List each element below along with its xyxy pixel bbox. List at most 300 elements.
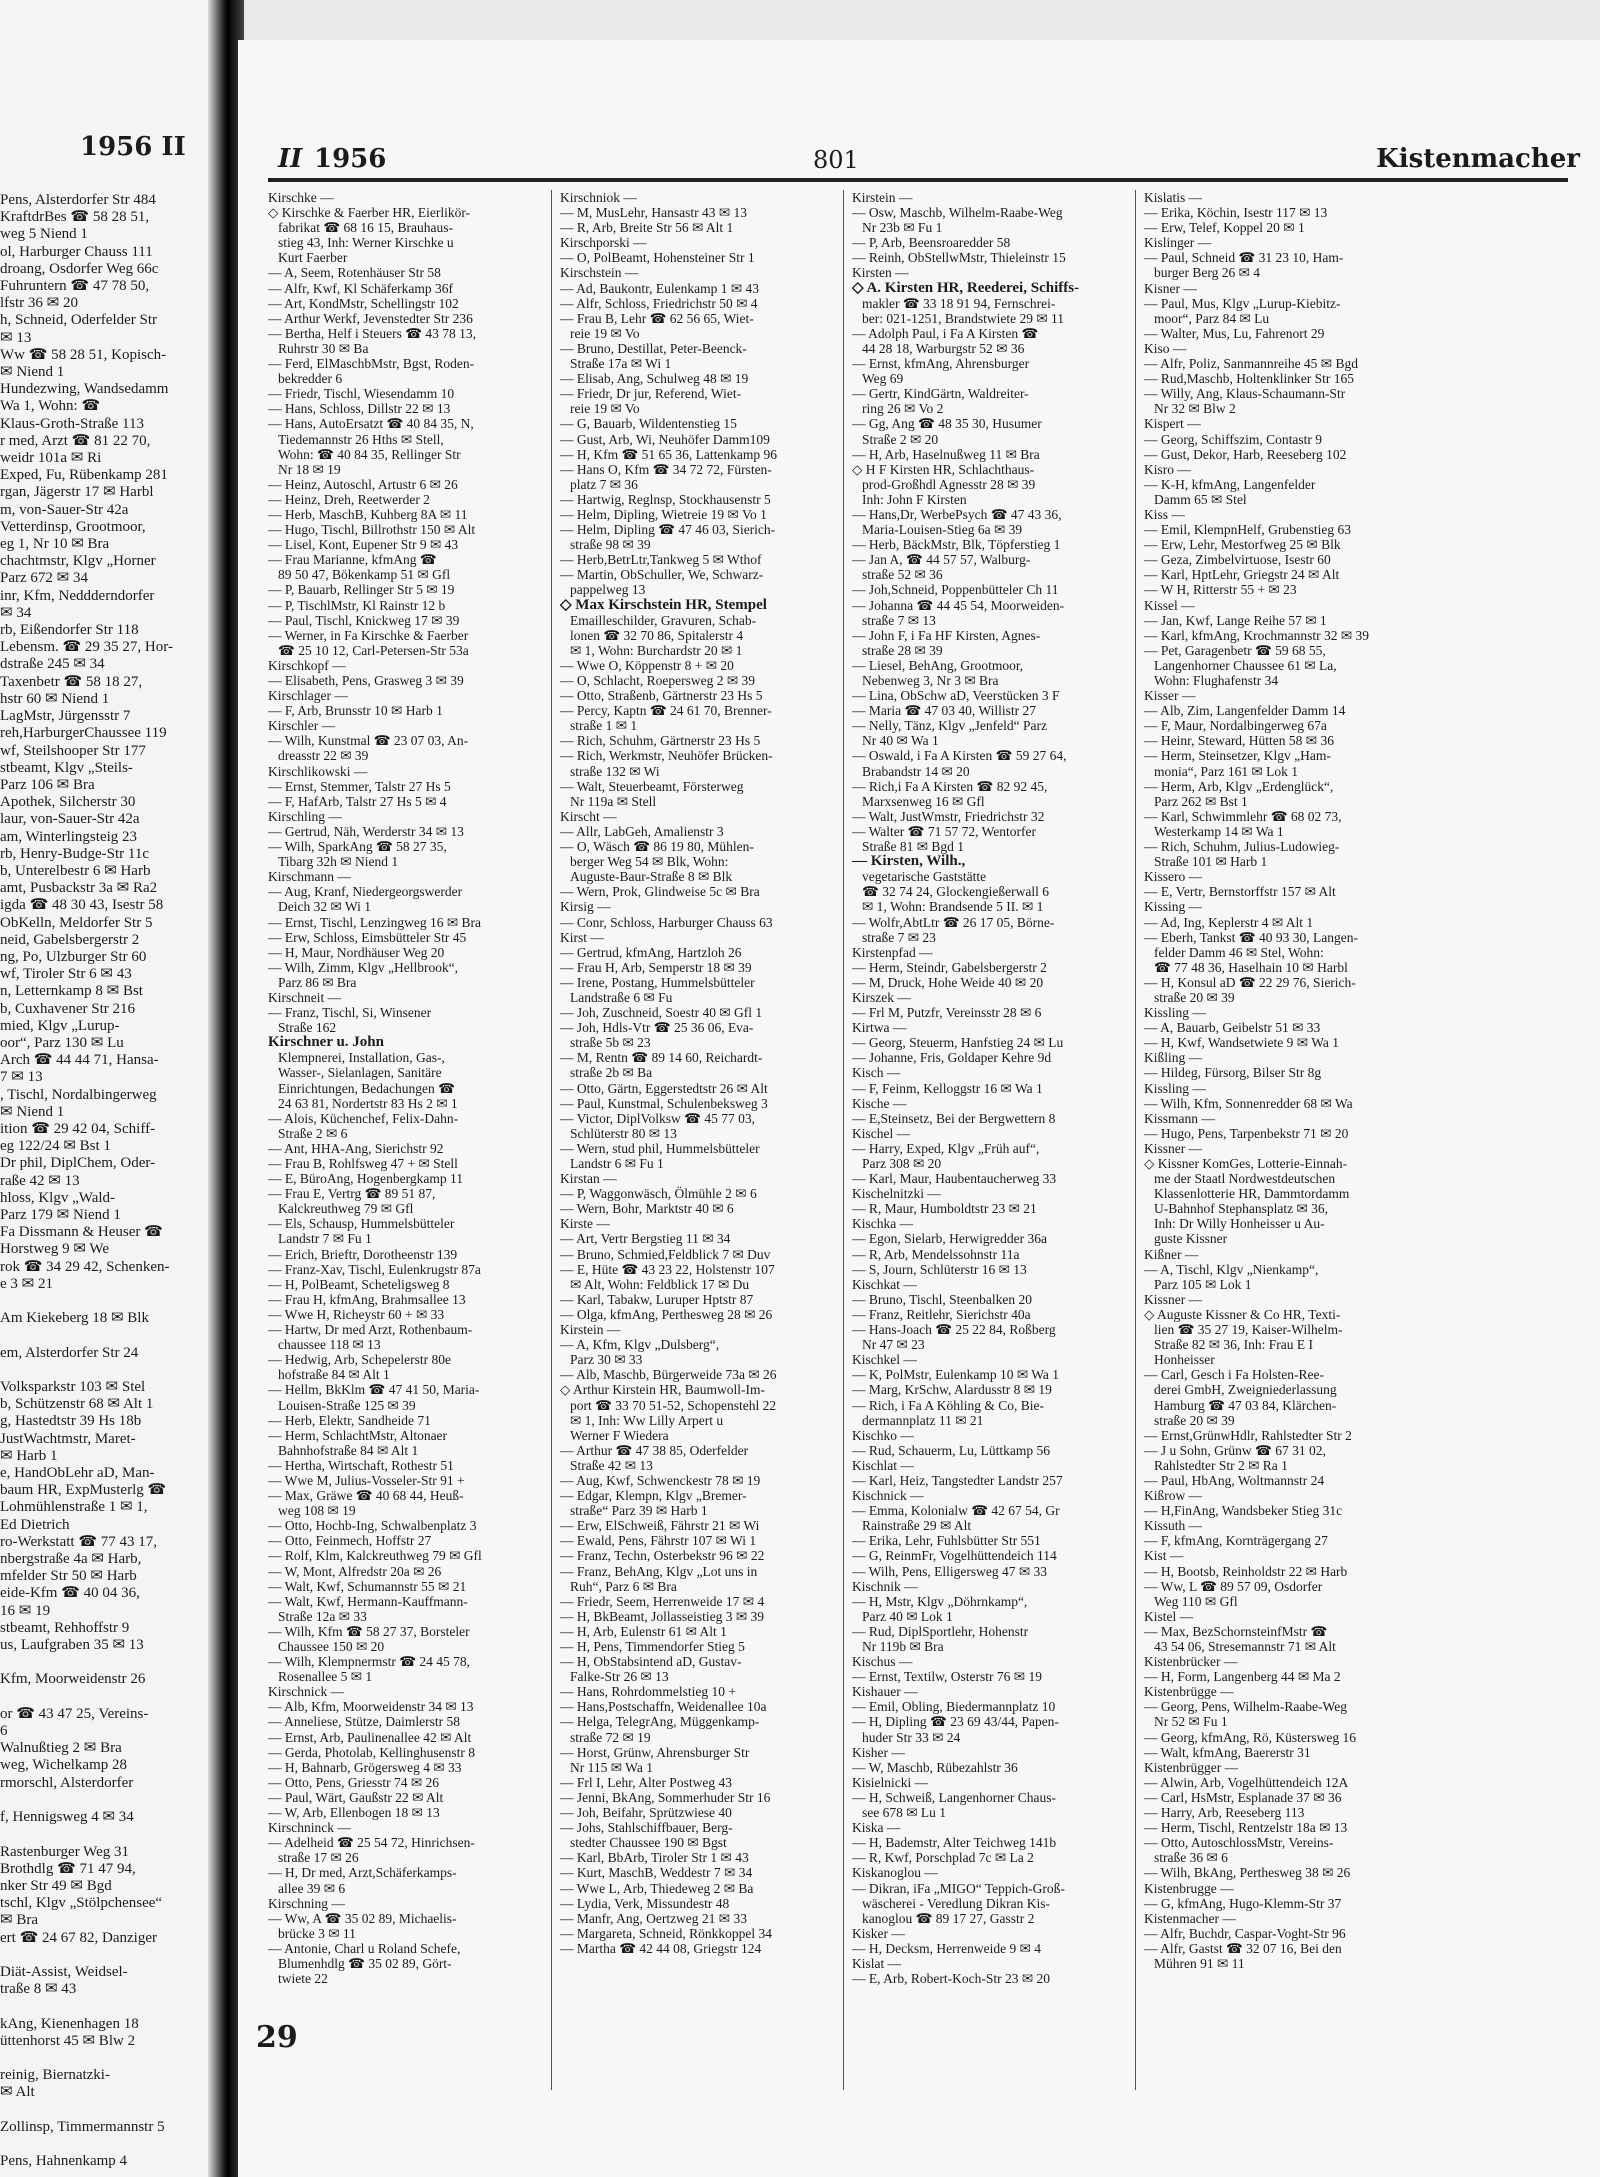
directory-line: Schlüterstr 80 ✉ 13 — [570, 1125, 677, 1141]
directory-column-4 — [1144, 190, 1416, 1971]
directory-line: — Franz, Tischl, Si, Winsener — [268, 1005, 432, 1021]
directory-line: — A, Seem, Rotenhäuser Str 58 — [268, 265, 441, 281]
directory-line: — Oswald, i Fa A Kirsten ☎ 59 27 64, — [852, 748, 1067, 764]
left-entry-line — [0, 1947, 214, 1964]
directory-line: — Kirsten, Wilh., — [852, 854, 966, 870]
left-entry-line: weidr 101a ✉ Ri — [0, 450, 102, 467]
directory-line: — Joh, Hdls-Vtr ☎ 25 36 06, Eva- — [560, 1020, 754, 1036]
directory-line: — Hans,Postschaffn, Weidenallee 10a — [560, 1699, 767, 1715]
directory-line: Louisen-Straße 125 ✉ 39 — [278, 1397, 416, 1413]
left-entry-line: m, von-Sauer-Str 42a — [0, 501, 129, 518]
left-entry-line: ✉ Alt — [0, 2084, 35, 2101]
directory-line: — Hans, AutoErsatzt ☎ 40 84 35, N, — [268, 416, 474, 432]
directory-line: me der Staatl Nordwestdeutschen — [1154, 1171, 1336, 1187]
directory-line: Kistenbrugge — — [1144, 1880, 1234, 1896]
directory-line: Falke-Str 26 ✉ 13 — [570, 1669, 669, 1685]
left-entry-line: Walnußtieg 2 ✉ Bra — [0, 1740, 122, 1757]
directory-line: Kisser — — [1144, 688, 1196, 704]
directory-line: — Gertrud, kfmAng, Hartzloh 26 — [560, 944, 742, 960]
directory-line: — Hugo, Tischl, Billrothstr 150 ✉ Alt — [268, 522, 476, 538]
directory-line: Marxsenweg 16 ✉ Gfl — [862, 793, 985, 809]
directory-line: — H, Pens, Timmendorfer Stieg 5 — [560, 1639, 745, 1654]
directory-line: Rosenallee 5 ✉ 1 — [278, 1669, 373, 1685]
left-entry-line: igda ☎ 48 30 43, Isestr 58 — [0, 897, 164, 914]
directory-line: — Ad, Ing, Keplerstr 4 ✉ Alt 1 — [1144, 914, 1314, 930]
left-entry-line: Apothek, Silcherstr 30 — [0, 794, 136, 811]
directory-line: — Rich, Schuhm, Julius-Ludowieg- — [1144, 839, 1340, 855]
header-part: II — [278, 144, 303, 174]
directory-line: Maria-Louisen-Stieg 6a ✉ 39 — [862, 522, 1023, 538]
directory-line: Kisher — — [852, 1744, 905, 1760]
directory-line: Kirste — — [560, 1216, 610, 1232]
directory-line: hofstraße 84 ✉ Alt 1 — [278, 1367, 390, 1383]
left-entry-line: amt, Pusbackstr 3a ✉ Ra2 — [0, 880, 158, 897]
directory-line: — Aug, Kwf, Schwenckestr 78 ✉ 19 — [560, 1472, 761, 1488]
directory-line: Nr 47 ✉ 23 — [862, 1337, 925, 1353]
directory-line: — Frau H, Arb, Semperstr 18 ✉ 39 — [560, 959, 752, 975]
directory-line: — M, Rentn ☎ 89 14 60, Reichardt- — [560, 1050, 763, 1066]
directory-line: — Friedr, Seem, Herrenweide 17 ✉ 4 — [560, 1593, 765, 1609]
directory-line: — Wilh, Pens, Elligersweg 47 ✉ 33 — [852, 1563, 1048, 1579]
directory-line: Kirschneit — — [268, 989, 342, 1005]
directory-line: — Johs, Stahlschiffbauer, Berg- — [560, 1820, 733, 1836]
directory-line: Nr 115 ✉ Wa 1 — [570, 1759, 653, 1775]
directory-line: — Friedr, Dr jur, Referend, Wiet- — [560, 386, 742, 402]
directory-line: — Kurt, MaschB, Weddestr 7 ✉ 34 — [560, 1865, 753, 1881]
directory-line: straße“ Parz 39 ✉ Harb 1 — [570, 1503, 708, 1519]
directory-line: — Alfr, Buchdr, Caspar-Voght-Str 96 — [1144, 1925, 1346, 1941]
directory-line: ☎ 77 48 36, Haselhain 10 ✉ Harbl — [1154, 959, 1348, 975]
directory-line: — Allr, LabGeh, Amalienstr 3 — [560, 823, 724, 839]
directory-line: dreasstr 22 ✉ 39 — [278, 748, 369, 764]
directory-line: — G, Bauarb, Wildentenstieg 15 — [560, 416, 737, 432]
left-entry-line: eide-Kfm ☎ 40 04 36, — [0, 1585, 140, 1602]
left-entry-line: us, Laufgraben 35 ✉ 13 — [0, 1637, 144, 1654]
directory-line: — O, Wäsch ☎ 86 19 80, Mühlen- — [560, 839, 754, 855]
directory-line: — Wolfr,AbtLtr ☎ 26 17 05, Börne- — [852, 914, 1055, 930]
directory-line: — Rich, Werkmstr, Neuhöfer Brücken- — [560, 748, 773, 764]
directory-line: — Otto, Straßenb, Gärtnerstr 23 Hs 5 — [560, 688, 763, 704]
directory-line: — Wilh, SparkAng ☎ 58 27 35, — [268, 839, 447, 855]
directory-line: — Helga, TelegrAng, Müggenkamp- — [560, 1714, 760, 1730]
directory-line: — Horst, Grünw, Ahrensburger Str — [560, 1744, 750, 1760]
header-year: 1956 — [314, 144, 387, 174]
directory-line: — Hedwig, Arb, Schepelerstr 80e — [268, 1352, 451, 1368]
directory-line: — K, PolMstr, Eulenkamp 10 ✉ Wa 1 — [852, 1367, 1060, 1383]
directory-line: — H, Kwf, Wandsetwiete 9 ✉ Wa 1 — [1144, 1035, 1339, 1051]
left-entry-line: inr, Kfm, Neddderndorfer — [0, 587, 155, 604]
directory-line: Kurt Faerber — [278, 250, 348, 266]
directory-line: — Erw, ElSchweiß, Fährstr 21 ✉ Wi — [560, 1518, 760, 1534]
directory-line: allee 39 ✉ 6 — [278, 1880, 346, 1896]
directory-line: Nr 23b ✉ Fu 1 — [862, 220, 943, 236]
directory-line: — Joh, Beifahr, Sprützwiese 40 — [560, 1805, 732, 1821]
directory-line: Kislinger — — [1144, 235, 1212, 251]
directory-line: — Percy, Kaptn ☎ 24 61 70, Brenner- — [560, 703, 772, 719]
left-entry-line: rok ☎ 34 29 42, Schenken- — [0, 1258, 170, 1275]
directory-line: Kirscht — — [560, 808, 617, 824]
directory-line: Kissmann — — [1144, 1110, 1215, 1126]
directory-line: — Wwe L, Arb, Thiedeweg 2 ✉ Ba — [560, 1880, 754, 1896]
directory-line: Kirschstein — — [560, 265, 639, 281]
directory-line: Nr 18 ✉ 19 — [278, 461, 341, 477]
directory-line: — Wwe M, Julius-Vosseler-Str 91 + — [268, 1472, 465, 1488]
directory-line: — Helm, Dipling, Wietreie 19 ✉ Vo 1 — [560, 506, 767, 522]
left-entry-line: Volksparkstr 103 ✉ Stel — [0, 1379, 146, 1396]
directory-line: — Alb, Maschb, Bürgerweide 73a ✉ 26 — [560, 1367, 777, 1383]
directory-line: Kiskanoglou — — [852, 1865, 938, 1881]
directory-line: — Georg, Steuerm, Hanfstieg 24 ✉ Lu — [852, 1035, 1064, 1051]
directory-line: — Marg, KrSchw, Alardusstr 8 ✉ 19 — [852, 1382, 1052, 1398]
column-divider — [843, 190, 844, 2090]
directory-line: — Bertha, Helf i Steuers ☎ 43 78 13, — [268, 325, 477, 341]
directory-line: — Dikran, iFa „MIGO“ Teppich-Groß- — [852, 1880, 1065, 1896]
directory-line: — John F, i Fa HF Kirsten, Agnes- — [852, 627, 1041, 643]
directory-line: Parz 308 ✉ 20 — [862, 1156, 942, 1171]
directory-line: — Nelly, Tänz, Klgv „Jenfeld“ Parz — [852, 718, 1047, 734]
directory-line: bekredder 6 — [278, 371, 343, 387]
left-entry-line: Wa 1, Wohn: ☎ — [0, 398, 101, 415]
directory-line: — Gerda, Photolab, Kellinghusenstr 8 — [268, 1744, 475, 1760]
directory-line: — H, BkBeamt, Jollasseistieg 3 ✉ 39 — [560, 1608, 765, 1624]
left-entry-line: Taxenbetr ☎ 58 18 27, — [0, 673, 143, 690]
directory-line: — Karl, Schwimmlehr ☎ 68 02 73, — [1144, 808, 1342, 824]
directory-line: — H, ObStabsintend aD, Gustav- — [560, 1654, 742, 1670]
directory-line: — Arthur Werkf, Jevenstedter Str 236 — [268, 310, 473, 326]
directory-line: Langenhorner Chaussee 61 ✉ La, — [1154, 657, 1337, 673]
left-page-header: 1956 II — [80, 132, 186, 162]
left-entry-line — [0, 1293, 214, 1310]
directory-line: Brabandstr 14 ✉ 20 — [862, 763, 970, 779]
directory-line: — Emil, KlempnHelf, Grubenstieg 63 — [1144, 522, 1351, 538]
directory-line: — Walt, Kwf, Hermann-Kauffmann- — [268, 1593, 468, 1609]
directory-line: — F, Maur, Nordalbingerweg 67a — [1144, 718, 1327, 734]
directory-line: Landstraße 6 ✉ Fu — [570, 989, 673, 1005]
directory-line: Kisner — — [1144, 280, 1197, 296]
directory-line: — Hans, Schloss, Dillstr 22 ✉ 13 — [268, 401, 451, 417]
column-divider — [1135, 190, 1136, 2090]
directory-line: — Joh,Schneid, Poppenbütteler Ch 11 — [852, 582, 1059, 598]
directory-line: — Gust, Arb, Wi, Neuhöfer Damm109 — [560, 431, 770, 447]
directory-line: — Heinr, Steward, Hütten 58 ✉ 36 — [1144, 733, 1334, 749]
left-entry-line: Horstweg 9 ✉ We — [0, 1241, 109, 1258]
directory-line: ◇ Max Kirschstein HR, Stempel — [560, 597, 767, 613]
directory-line: Mühren 91 ✉ 11 — [1154, 1955, 1245, 1971]
directory-line: Weg 69 — [862, 371, 904, 387]
directory-line: — Ad, Baukontr, Eulenkamp 1 ✉ 43 — [560, 280, 759, 296]
directory-line: — Karl, kfmAng, Krochmannstr 32 ✉ 39 — [1144, 627, 1370, 643]
directory-line: — Georg, Schiffszim, Contastr 9 — [1144, 431, 1322, 447]
left-entry-line: 16 ✉ 19 — [0, 1602, 51, 1619]
directory-line: — M, MusLehr, Hansastr 43 ✉ 13 — [560, 205, 748, 221]
directory-line: Hamburg ☎ 47 03 84, Klärchen- — [1154, 1397, 1337, 1413]
directory-line: Kißling — — [1144, 1050, 1203, 1066]
left-entry-line: nker Str 49 ✉ Bgd — [0, 1877, 112, 1894]
directory-line: — Paul, Kunstmal, Schulenbeksweg 3 — [560, 1095, 768, 1111]
directory-column-2 — [560, 190, 832, 1956]
left-entry-line: Pens, Alsterdorfer Str 484 — [0, 192, 156, 208]
directory-line: — Erw, Lehr, Mestorfweg 25 ✉ Blk — [1144, 537, 1341, 553]
left-entry-line — [0, 1998, 214, 2015]
directory-line: Kisro — — [1144, 461, 1191, 477]
directory-line: Chaussee 150 ✉ 20 — [278, 1639, 385, 1654]
header-keyword: Kistenmacher — [1376, 144, 1580, 174]
directory-line: — Wwe O, Köppenstr 8 + ✉ 20 — [560, 657, 734, 673]
column-divider — [551, 190, 552, 2090]
directory-line: Kirschning — — [268, 1895, 345, 1911]
directory-line: kanoglou ☎ 89 17 27, Gasstr 2 — [862, 1910, 1035, 1926]
directory-line: Kisch — — [852, 1065, 901, 1081]
directory-line: — E, Arb, Robert-Koch-Str 23 ✉ 20 — [852, 1971, 1051, 1987]
directory-line: — Reinh, ObStellwMstr, Thieleinstr 15 — [852, 250, 1066, 266]
directory-line: port ☎ 33 70 51-52, Schopenstehl 22 — [570, 1397, 777, 1413]
directory-line: — H, Schweiß, Langenhorner Chaus- — [852, 1789, 1056, 1805]
directory-line: — Hans O, Kfm ☎ 34 72 72, Fürsten- — [560, 461, 772, 477]
directory-line: 43 54 06, Stresemannstr 71 ✉ Alt — [1154, 1639, 1336, 1654]
directory-line: Kirschninck — — [268, 1820, 351, 1836]
directory-line: 89 50 47, Bökenkamp 51 ✉ Gfl — [278, 567, 451, 583]
directory-line: — Walt, JustWmstr, Friedrichstr 32 — [852, 808, 1045, 824]
directory-line: Tibarg 32h ✉ Niend 1 — [278, 854, 399, 870]
directory-line: — G, kfmAng, Hugo-Klemm-Str 37 — [1144, 1895, 1342, 1911]
directory-line: — Victor, DiplVolksw ☎ 45 77 03, — [560, 1110, 755, 1126]
directory-line: — Alwin, Arb, Vogelhüttendeich 12A — [1144, 1774, 1349, 1790]
left-entry-line: rmorschl, Alsterdorfer — [0, 1774, 134, 1791]
directory-line: Kissling — — [1144, 1080, 1206, 1096]
left-entry-line: LagMstr, Jürgensstr 7 — [0, 708, 131, 725]
left-entry-line: Am Kiekeberg 18 ✉ Blk — [0, 1310, 149, 1327]
directory-line: — S, Journ, Schlüterstr 16 ✉ 13 — [852, 1261, 1027, 1277]
directory-line: — Karl, Heiz, Tangstedter Landstr 257 — [852, 1472, 1063, 1488]
directory-line: — Geza, Zimbelvirtuose, Isestr 60 — [1144, 552, 1331, 568]
directory-line: Kirstan — — [560, 1171, 617, 1187]
directory-line: — Alois, Küchenchef, Felix-Dahn- — [268, 1110, 459, 1126]
directory-line: Kißner — — [1144, 1246, 1199, 1262]
directory-line: — F, HafArb, Talstr 27 Hs 5 ✉ 4 — [268, 793, 447, 809]
directory-line: Nr 32 ✉ Blw 2 — [1154, 401, 1236, 417]
directory-line: ◇ Arthur Kirstein HR, Baumwoll-Im- — [560, 1382, 765, 1398]
left-entry-line: raße 42 ✉ 13 — [0, 1172, 80, 1189]
directory-line: Kiska — — [852, 1820, 901, 1836]
directory-line: Kalckreuthweg 79 ✉ Gfl — [278, 1201, 414, 1217]
left-entry-line: ✉ Niend 1 — [0, 364, 65, 381]
directory-line: Nr 119a ✉ Stell — [570, 793, 657, 809]
directory-line: Kischka — — [852, 1216, 914, 1232]
directory-line: — W, Maschb, Rübezahlstr 36 — [852, 1759, 1018, 1775]
directory-line: Kissner — — [1144, 1140, 1203, 1156]
directory-line: Nr 52 ✉ Fu 1 — [1154, 1714, 1228, 1730]
directory-line: Kische — — [852, 1095, 907, 1111]
left-entry-line: ✉ Harb 1 — [0, 1447, 58, 1464]
directory-line: — A, Bauarb, Geibelstr 51 ✉ 33 — [1144, 1020, 1321, 1036]
directory-line: Kishauer — — [852, 1684, 918, 1700]
directory-line: — F, Feinm, Kelloggstr 16 ✉ Wa 1 — [852, 1080, 1043, 1096]
directory-line: Parz 86 ✉ Bra — [278, 974, 357, 990]
left-entry-line: Fa Dissmann & Heuser ☎ — [0, 1224, 163, 1241]
directory-line: Kissling — — [1144, 1005, 1206, 1021]
directory-line: Straße 2 ✉ 6 — [278, 1125, 348, 1141]
left-entry-line: Ed Dietrich — [0, 1516, 70, 1533]
left-entry-line: ✉ 34 — [0, 604, 32, 621]
directory-line: — Wilh, Kunstmal ☎ 23 07 03, An- — [268, 733, 469, 749]
left-entry-line: ✉ Niend 1 — [0, 1103, 65, 1120]
directory-line: — Wilh, BkAng, Perthesweg 38 ✉ 26 — [1144, 1865, 1351, 1881]
directory-line: straße 20 ✉ 39 — [1154, 1412, 1235, 1428]
directory-line: — Ernst, Tischl, Lenzingweg 16 ✉ Bra — [268, 914, 482, 930]
directory-line: — Jan A, ☎ 44 57 57, Walburg- — [852, 552, 1031, 568]
directory-line: — K-H, kfmAng, Langenfelder — [1144, 476, 1316, 492]
directory-line: — Ewald, Pens, Fährstr 107 ✉ Wi 1 — [560, 1533, 757, 1549]
left-entry-line: eg 122/24 ✉ Bst 1 — [0, 1138, 111, 1155]
directory-line: Nebenweg 3, Nr 3 ✉ Bra — [862, 673, 999, 688]
directory-line: Kischelnitzki — — [852, 1186, 941, 1202]
left-entry-line: e, HandObLehr aD, Man- — [0, 1465, 155, 1482]
directory-line: derei GmbH, Zweigniederlassung — [1154, 1382, 1337, 1398]
directory-line: Parz 30 ✉ 33 — [570, 1352, 643, 1368]
directory-line: — Werner, in Fa Kirschke & Faerber — [268, 627, 469, 643]
left-entry-line: Exped, Fu, Rübenkamp 281 — [0, 467, 168, 484]
directory-line: Rahlstedter Str 2 ✉ Ra 1 — [1154, 1457, 1288, 1473]
directory-line: — Otto, Gärtn, Eggerstedtstr 26 ✉ Alt — [560, 1080, 768, 1096]
directory-line: — Frl I, Lehr, Alter Postweg 43 — [560, 1774, 732, 1790]
directory-line: — Wern, Bohr, Marktstr 40 ✉ 6 — [560, 1201, 734, 1217]
directory-line: Straße 17a ✉ Wi 1 — [570, 356, 672, 372]
directory-line: Kischkel — — [852, 1352, 917, 1368]
directory-line: straße 72 ✉ 19 — [570, 1729, 651, 1745]
left-entry-line: 6 — [0, 1723, 8, 1740]
left-entry-line: droang, Osdorfer Weg 66c — [0, 260, 159, 277]
directory-line: — Emil, Obling, Biedermannplatz 10 — [852, 1699, 1056, 1715]
footer-mark: 29 — [256, 2020, 298, 2055]
directory-line: — H, Dr med, Arzt,Schäferkamps- — [268, 1865, 457, 1881]
left-entry-line: laur, von-Sauer-Str 42a — [0, 811, 140, 828]
directory-line: — Ww, A ☎ 35 02 89, Michaelis- — [268, 1910, 457, 1926]
directory-line: straße 36 ✉ 6 — [1154, 1850, 1228, 1866]
directory-line: — W H, Ritterstr 55 + ✉ 23 — [1144, 582, 1297, 598]
left-page-entries — [0, 192, 214, 2170]
directory-line: — Ernst, kfmAng, Ahrensburger — [852, 356, 1030, 372]
left-entry-line: stbeamt, Rehhoffstr 9 — [0, 1619, 130, 1636]
left-entry-line — [0, 1362, 214, 1379]
directory-line: — J u Sohn, Grünw ☎ 67 31 02, — [1144, 1442, 1326, 1458]
directory-line: ☎ 32 74 24, Glockengießerwall 6 — [862, 884, 1050, 900]
directory-line: — Walt, Steuerbeamt, Försterweg — [560, 778, 744, 794]
left-entry-line: or ☎ 43 47 25, Vereins- — [0, 1705, 149, 1722]
directory-line: — Els, Schausp, Hummelsbütteler — [268, 1216, 455, 1232]
directory-line: — Wern, Prok, Glindweise 5c ✉ Bra — [560, 884, 760, 900]
directory-line: — Bruno, Destillat, Peter-Beenck- — [560, 340, 747, 356]
directory-line: — H, Konsul aD ☎ 22 29 76, Sierich- — [1144, 974, 1356, 990]
directory-line: — A, Tischl, Klgv „Nienkamp“, — [1144, 1261, 1319, 1277]
directory-line: — Willy, Ang, Klaus-Schaumann-Str — [1144, 386, 1346, 402]
directory-line: felder Damm 46 ✉ Stel, Wohn: — [1154, 944, 1324, 960]
left-entry-line: ObKelln, Meldorfer Str 5 — [0, 914, 153, 931]
directory-line: — Frl M, Putzfr, Vereinsstr 28 ✉ 6 — [852, 1005, 1042, 1021]
directory-line: Kistenbrücker — — [1144, 1654, 1238, 1670]
directory-line: — Ferd, ElMaschbMstr, Bgst, Roden- — [268, 356, 475, 372]
directory-line: Bahnhofstraße 84 ✉ Alt 1 — [278, 1442, 419, 1458]
directory-line: — H, Bootsb, Reinholdstr 22 ✉ Harb — [1144, 1563, 1348, 1579]
directory-line: ◇ Kirschke & Faerber HR, Eierlikör- — [268, 205, 471, 221]
left-entry-line: r med, Arzt ☎ 81 22 70, — [0, 432, 151, 449]
directory-line: Kischkat — — [852, 1276, 917, 1292]
left-entry-line: Zollinsp, Timmermannstr 5 — [0, 2118, 165, 2135]
left-entry-line: KraftdrBes ☎ 58 28 51, — [0, 209, 150, 226]
directory-line: ✉ Alt, Wohn: Feldblick 17 ✉ Du — [570, 1276, 750, 1292]
left-entry-line: neid, Gabelsbergerstr 2 — [0, 931, 140, 948]
left-entry-line: rb, Henry-Budge-Str 11c — [0, 845, 149, 862]
left-entry-line: stbeamt, Klgv „Steils- — [0, 759, 133, 776]
directory-line: Ruhrstr 30 ✉ Ba — [278, 340, 369, 356]
directory-line: Kislat — — [852, 1955, 902, 1971]
left-entry-line: hloss, Klgv „Wald- — [0, 1189, 116, 1206]
directory-line: Inh: Dr Willy Honheisser u Au- — [1154, 1216, 1325, 1232]
directory-line: twiete 22 — [278, 1971, 328, 1987]
directory-line: — Lina, ObSchw aD, Veerstücken 3 F — [852, 688, 1060, 704]
directory-line: Einrichtungen, Bedachungen ☎ — [278, 1080, 455, 1096]
directory-line: monia“, Parz 161 ✉ Lok 1 — [1154, 763, 1299, 779]
directory-line: straße 20 ✉ 39 — [1154, 989, 1235, 1005]
directory-line: reie 19 ✉ Vo — [570, 401, 640, 417]
directory-line: — Paul, Mus, Klgv „Lurup-Kiebitz- — [1144, 295, 1341, 311]
directory-line: straße 52 ✉ 36 — [862, 567, 943, 583]
directory-line: — Wilh, Kfm ☎ 58 27 37, Borsteler — [268, 1623, 470, 1639]
left-entry-line: üttenhorst 45 ✉ Blw 2 — [0, 2032, 136, 2049]
directory-line: — Alb, Kfm, Moorweidenstr 34 ✉ 13 — [268, 1699, 474, 1715]
directory-line: — Pet, Garagenbetr ☎ 59 68 55, — [1144, 642, 1326, 658]
left-entry-line: Pens, Hahnenkamp 4 — [0, 2153, 128, 2170]
left-entry-line: Klaus-Groth-Straße 113 — [0, 415, 144, 432]
directory-line: chaussee 118 ✉ 13 — [278, 1337, 381, 1353]
directory-line: — M, Druck, Hohe Weide 40 ✉ 20 — [852, 974, 1044, 990]
directory-line: — Georg, Pens, Wilhelm-Raabe-Weg — [1144, 1699, 1347, 1715]
left-entry-line — [0, 1327, 214, 1344]
directory-line: — Friedr, Tischl, Wiesendamm 10 — [268, 386, 455, 402]
directory-line: ◇ A. Kirsten HR, Reederei, Schiffs- — [852, 280, 1080, 296]
directory-line: ◇ Kissner KomGes, Lotterie-Einnah- — [1144, 1156, 1348, 1171]
directory-line: huder Str 33 ✉ 24 — [862, 1729, 961, 1745]
directory-line: Deich 32 ✉ Wi 1 — [278, 899, 372, 915]
directory-line: Kislatis — — [1144, 190, 1203, 205]
directory-line: wäscherei - Veredlung Dikran Kis- — [862, 1895, 1050, 1911]
directory-line: — Art, KondMstr, Schellingstr 102 — [268, 295, 459, 311]
directory-line: Kistel — — [1144, 1608, 1194, 1624]
directory-line: — Heinz, Autoschl, Artustr 6 ✉ 26 — [268, 476, 458, 492]
directory-line: — Walt, Kwf, Schumannstr 55 ✉ 21 — [268, 1578, 467, 1594]
directory-line: guste Kissner — [1154, 1231, 1228, 1247]
left-entry-line: Parz 672 ✉ 34 — [0, 570, 88, 587]
directory-line: — Herm, SchlachtMstr, Altonaer — [268, 1427, 448, 1443]
directory-line: — Herb, MaschB, Kuhberg 8A ✉ 11 — [268, 506, 468, 522]
directory-line: — H, Maur, Nordhäuser Weg 20 — [268, 944, 445, 960]
directory-line: — Osw, Maschb, Wilhelm-Raabe-Weg — [852, 205, 1063, 221]
directory-line: Kischnick — — [852, 1488, 924, 1504]
directory-line: Parz 105 ✉ Lok 1 — [1154, 1276, 1252, 1292]
left-entry-line: Brothdlg ☎ 71 47 94, — [0, 1860, 136, 1877]
directory-line: ✉ 1, Inh: Ww Lilly Arpert u — [570, 1412, 724, 1428]
directory-column-1 — [268, 190, 540, 1986]
directory-line: Kissero — — [1144, 869, 1203, 885]
directory-line: — Hugo, Pens, Tarpenbekstr 71 ✉ 20 — [1144, 1125, 1349, 1141]
directory-line: — Hans,Dr, WerbePsych ☎ 47 43 36, — [852, 506, 1062, 522]
left-entry-line: am, Winterlingsteig 23 — [0, 828, 138, 845]
left-entry-line: kAng, Kienenhagen 18 — [0, 2015, 139, 2032]
directory-line: Straße 82 ✉ 36, Inh: Frau E I — [1154, 1337, 1314, 1353]
directory-line: ber: 021-1251, Brandstwiete 29 ✉ 11 — [862, 310, 1065, 326]
directory-line: — Manfr, Ang, Oertzweg 21 ✉ 33 — [560, 1910, 747, 1926]
directory-line: — Liesel, BehAng, Grootmoor, — [852, 657, 1024, 673]
directory-line: makler ☎ 33 18 91 94, Fernschrei- — [862, 295, 1056, 311]
